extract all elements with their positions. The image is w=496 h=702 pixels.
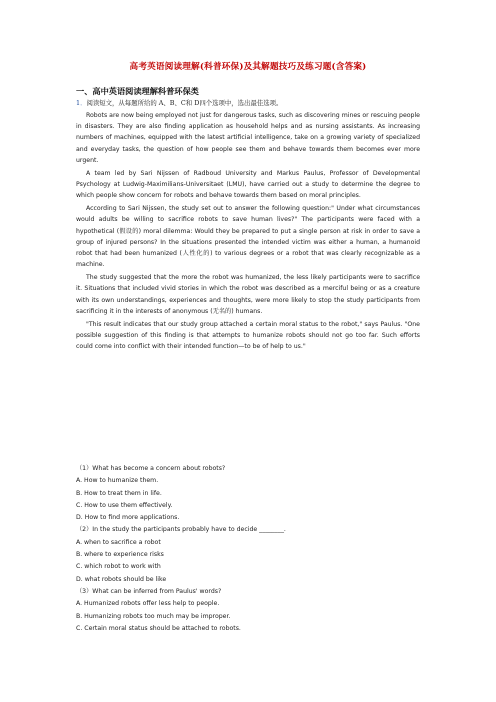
question-1-option-d: D. How to find more applications. — [76, 514, 180, 522]
question-1-option-c: C. How to use them effectively. — [76, 501, 173, 509]
passage-paragraph-4: The study suggested that the more the robot was humanized, the less likely participants were to sacrifice it. Situations that included vivid stories in which the robot was described as a merciful being or as a creature with its own understandings, experiences and thoughts, were more likely to stop the study participants from sacrificing it in the interests of anonymous (无名的) humans. — [76, 274, 420, 315]
section-heading: 一、高中英语阅读理解科普环保类 — [76, 86, 199, 96]
passage-paragraph-5: "This result indicates that our study group attached a certain moral status to the robot," says Paulus. "One possible suggestion of this finding is that attempts to humanize robots should not go too far. Such efforts could come into conflict with their intended function—to be of help to us." — [76, 320, 420, 351]
passage-paragraph-3: According to Sari Nijssen, the study set out to answer the following question:" Under what circumstances would adults be willing to sacrifice robots to save human lives?" The participants were faced with a hypothetical (假设的) moral dilemma: Would they be prepared to put a single person at risk in order to save a group of injured persons? In the situations presented the intended victim was either a human, a humanoid robot that had been humanized (人性化的) to various degrees or a robot that was clearly recognizable as a machine. — [76, 205, 420, 269]
question-list — [76, 463, 420, 635]
question-2-option-c: C. which robot to work with — [76, 563, 161, 571]
question-3-stem: （3）What can be inferred from Paulus' words? — [76, 587, 222, 595]
question-2-option-a: A. when to sacrifice a robot — [76, 538, 161, 546]
question-2-option-d: D. what robots should be like — [76, 575, 167, 583]
question-1-option-b: B. How to treat them in life. — [76, 489, 162, 497]
passage — [76, 110, 420, 354]
passage-paragraph-2: A team led by Sari Nijssen of Radboud University and Markus Paulus, Professor of Developmental Psychology at Ludwig-Maximilians-Universitaet (LMU), have carried out a study to determine the degree to which people show concern for robots and behave towards them based on moral principles. — [76, 169, 420, 200]
instruction-text: 阅读短文，从每题所给的 A、B、C和 D四个选项中，选出最佳选项。 — [86, 99, 283, 107]
instruction-line — [76, 98, 426, 107]
question-3-option-a: A. Humanized robots offer less help to people. — [76, 600, 220, 608]
document-title: 高考英语阅读理解(科普环保)及其解题技巧及练习题(含答案) — [129, 62, 367, 72]
question-1-stem: （1）What has become a concern about robots? — [76, 465, 226, 472]
question-3-option-b: B. Humanizing robots too much may be improper. — [76, 612, 231, 620]
question-2-stem: （2）In the study the participants probably have to decide ________. — [76, 526, 286, 534]
question-2-option-b: B. where to experience risks — [76, 551, 164, 559]
question-3-option-c: C. Certain moral status should be attached to robots. — [76, 624, 241, 632]
passage-paragraph-1: Robots are now being employed not just for dangerous tasks, such as discovering mines or rescuing people in disasters. They are also finding application as household helps and as nursing assistants. As increasing numbers of machines, equipped with the latest artificial intelligence, take on a growing variety of specialized and everyday tasks, the question of how people see them and behave towards them becomes ever more urgent. — [76, 112, 420, 164]
question-1-option-a: A. How to humanize them. — [76, 477, 159, 485]
instruction-number: 1． — [76, 99, 87, 107]
